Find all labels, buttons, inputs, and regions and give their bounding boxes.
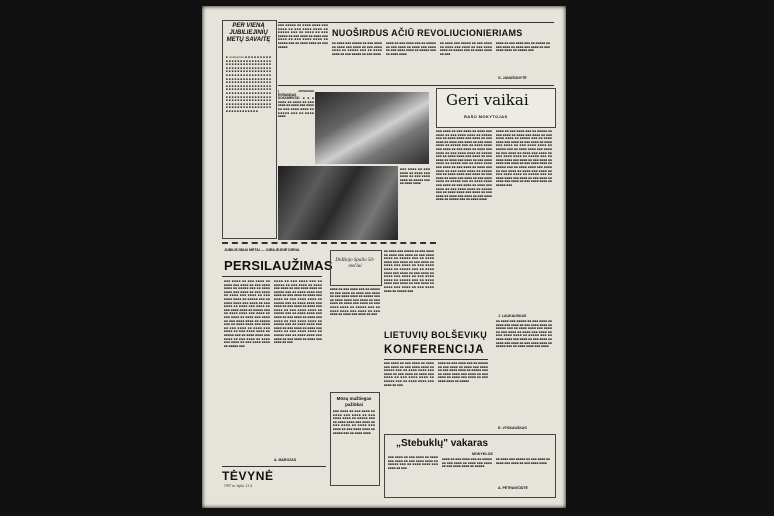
top-col-2: ■■ ■■■■ ■■■ ■■■■■ ■■ ■■■ ■■■■ ■■ ■■■■ ■■■ ■■■■ ■■ ■■■ ■■■■ ■■■■ ■■ ■■■■■ ■■■ ■■ ■■■■ ■■■■ ■■ ■■■ ■■■■■ ■■ ■■■ ■■■■ (332, 42, 382, 56)
konferencija-col-1: ■■■ ■■■■ ■■ ■■■ ■■■■ ■■ ■■■■ ■■■ ■■■■ ■■ ■■■ ■■■■ ■■■■ ■■ ■■■■■ ■■■ ■■ ■■■■ ■■■■ ■■■ ■■■■ ■■ ■■■ ■■■■ ■■ ■■■■ ■■■ ■■■■ ■■ ■■■ ■■■■ ■■■■ ■■ ■■■■■ ■■■ ■■ ■■■■ ■■■■ ■■■ ■■■■ ■■ ■■■ (384, 362, 434, 387)
photo-bottom (278, 166, 398, 240)
geri-vaikai-col-1: ■■■ ■■■■ ■■ ■■■ ■■■■ ■■ ■■■■ ■■■ ■■■■ ■■ ■■■ ■■■■ ■■■■ ■■ ■■■■■ ■■■ ■■ ■■■■ ■■■■ ■■■ ■■■■ ■■ ■■■ ■■■■ ■■ ■■■■ ■■■ ■■■■ ■■ ■■■ ■■■■ ■■■■ ■■ ■■■■■ ■■■ ■■ ■■■■ ■■■■ ■■■ ■■■■ ■■ ■■■ ■■■■ ■■ ■■■■ ■■■ ■■■■ ■■ ■■■ ■■■■ ■■■■ ■■ ■■■■■ ■■■ ■■ ■■■■ ■■■■ ■■■ ■■■■ ■■ ■■■ ■■■■ ■■ ■■■■ ■■■ ■■■■ ■■ ■■■ ■■■■ ■■■■ ■■ ■■■■■ ■■■ ■■ ■■■■ ■■■■ ■■■ ■■■■ ■■ ■■■ ■■■■ ■■ ■■■■ ■■■ ■■■■ ■■ ■■■ ■■■■ ■■■■ ■■ ■■■■■ ■■■ ■■ ■■■■ ■■■■ ■■■ ■■■■ ■■ ■■■ ■■■■ ■■ ■■■■ ■■■ ■■■■ ■■ ■■■ ■■■■ ■■■■ ■■ ■■■■■ ■■■ ■■ ■■■■ ■■■■ ■■■ ■■■■ ■■ ■■■ ■■■■ ■■ ■■■■ ■■■ ■■■■ ■■ ■■■ ■■■■ ■■■■ ■■ ■■■■■ ■■■ ■■ ■■■■ ■■■■ ■■■ ■■■■ ■■ ■■■ ■■■■ ■■ ■■■■ ■■■ ■■■■ ■■ ■■■ ■■■■ ■■■■ ■■ ■■■■■ ■■■ ■■ ■■■■ ■■■■ (436, 130, 492, 202)
stebukly-byline: MOKYKLOS (472, 452, 493, 456)
konferencija-title-1: LIETUVIŲ BOLŠEVIKŲ (384, 330, 488, 340)
top-col-4: ■■ ■■■■ ■■■ ■■■■■ ■■ ■■■ ■■■■ ■■ ■■■■ ■■■ ■■■■ ■■ ■■■ ■■■■ ■■■■ ■■ ■■■■■ ■■■ ■■ ■■■■ ■■■■ ■■ ■■■ (440, 42, 492, 56)
stebukly-signature: A. PETRAVIČIŪTĖ (498, 486, 528, 490)
footer-rule (222, 466, 326, 467)
konferencija-col-3: ■■ ■■■■ ■■■ ■■■■■ ■■ ■■■ ■■■■ ■■ ■■■■ ■■■ ■■■■ ■■ ■■■ ■■■■ ■■■■ ■■ ■■■■■ ■■■ ■■ ■■■■ ■■■■ ■■■ ■■■■ ■■ ■■■ ■■■■ ■■ ■■■■ ■■■ ■■■■ ■■ ■■■ ■■■■ ■■■■ ■■ ■■■■■ ■■■ ■■ ■■■■ ■■■■ ■■■ ■■■■ ■■ ■■■ ■■■■ ■■ ■■■■ ■■■ ■■■■ ■■ ■■■ ■■■■ ■■■■ ■■ ■■■■■ ■■■ ■■ ■■■■ ■■■■ ■■■ ■■■■ (496, 320, 552, 349)
dashed-separator (222, 242, 436, 244)
newspaper-page (202, 6, 566, 508)
top-col-3: ■■■■ ■■ ■■■ ■■■■ ■■■ ■■ ■■■■■ ■■ ■■■ ■■■■ ■■ ■■■■ ■■■ ■■■■ ■■ ■■■ ■■■■ ■■■■ ■■ ■■■■■ ■■■ ■■ ■■■■ ■■■■ (386, 42, 436, 56)
rule-under-top (278, 85, 554, 86)
masthead-name: TĖVYNĖ (222, 469, 274, 483)
jubilee-bar: JUBILIEJINIAI METAI — JUBILIEJINĖ DIENA (224, 248, 300, 252)
muzu-box-title: Mūsų mažtiegas pažiūkai (336, 396, 372, 407)
sidebar-title: PER VIENĄ JUBILIEJINIŲ METŲ SAVAITĘ (226, 23, 271, 43)
muzu-box-text: ■■■ ■■■■ ■■ ■■■ ■■■■ ■■ ■■■■ ■■■ ■■■■ ■■ ■■■ ■■■■ ■■■■ ■■ ■■■■■ ■■■ ■■ ■■■■ ■■■■ ■■■ ■■■■ ■■ ■■■ ■■■■ ■■ ■■■■ ■■■ ■■■■ ■■ ■■■ ■■■■ ■■■■ ■■ ■■■■■ ■■■ ■■ ■■■■ ■■■■ (333, 410, 375, 435)
geri-vaikai-byline: RAŠO MOKYTOJAS (464, 114, 508, 119)
middle-col-2-text: ■■ ■■■■ ■■■ ■■■■■ ■■ ■■■ ■■■■ ■■ ■■■■ ■■■ ■■■■ ■■ ■■■ ■■■■ ■■■■ ■■ ■■■■■ ■■■ ■■ ■■■■ ■■■■ ■■■ ■■■■ ■■ ■■■ ■■■■ ■■ ■■■■ ■■■ ■■■■ ■■ ■■■ ■■■■ ■■■■ ■■ ■■■■■ ■■■ ■■ ■■■■ ■■■■ ■■■ ■■■■ ■■ ■■■ ■■■■ ■■ ■■■■ ■■■ ■■■■ ■■ ■■■ ■■■■ ■■■■ ■■ ■■■■■ ■■■ ■■ ■■■■ ■■■■ ■■■ ■■■■ ■■ ■■■ ■■■■ ■■ ■■■■ ■■■ ■■■■ ■■ ■■■ ■■■■ ■■■■ ■■ ■■■■■ ■■■ (384, 250, 434, 293)
geri-vaikai-signature: J. LAUKAUSKAS (498, 314, 527, 318)
top-headline: NUOŠIRDUS AČIŪ REVOLIUCIONIERIAMS (332, 28, 523, 38)
persilauzimas-col-2: ■■■■ ■■ ■■■ ■■■■ ■■■ ■■ ■■■■■ ■■ ■■■ ■■■■ ■■ ■■■■ ■■■ ■■■■ ■■ ■■■ ■■■■ ■■■■ ■■ ■■■■■ ■■■ ■■ ■■■■ ■■■■ ■■■ ■■■■ ■■ ■■■ ■■■■ ■■ ■■■■ ■■■ ■■■■ ■■ ■■■ ■■■■ ■■■■ ■■ ■■■■■ ■■■ ■■ ■■■■ ■■■■ ■■■ ■■■■ ■■ ■■■ ■■■■ ■■ ■■■■ ■■■ ■■■■ ■■ ■■■ ■■■■ ■■■■ ■■ ■■■■■ ■■■ ■■ ■■■■ ■■■■ ■■■ ■■■■ ■■ ■■■ ■■■■ ■■ ■■■■ ■■■ ■■■■ ■■ ■■■ ■■■■ ■■■■ ■■ ■■■■■ ■■■ ■■ ■■■■ ■■■■ ■■■ ■■■■ ■■ ■■■ ■■■■ ■■ ■■■■ ■■■ ■■■■ ■■ ■■■ ■■■■ ■■■■ ■■ ■■■■■ ■■■ ■■ ■■■■ ■■■■ ■■■ ■■■■ ■■ ■■■ ■■■■ ■■ ■■■■ ■■■ ■■■■ ■■ ■■■ (274, 280, 322, 345)
top-signature: G. JANUŠONYTĖ (498, 76, 527, 80)
top-col-1: ■■■ ■■■■■ ■■ ■■■■ ■■■■ ■■■ ■■■■ ■■ ■■■ ■■■■ ■■■■ ■■ ■■■■■ ■■■ ■■ ■■■■ ■■ ■■■ ■■■■■ ■■ ■■■ ■■■■ ■■ ■■■■ ■■■ ■■■■ ■■ ■■■ ■■■■ ■■■■ ■■ ■■■■■ ■■■ ■■ ■■■■ ■■■■ ■■ ■■■ ■■■■■ (278, 24, 328, 49)
geri-vaikai-title: Geri vaikai (446, 91, 529, 109)
konferencija-col-2: ■■■■ ■■ ■■■ ■■■■ ■■■ ■■ ■■■■■ ■■ ■■■ ■■■■ ■■ ■■■■ ■■■ ■■■■ ■■ ■■■ ■■■■ ■■■■ ■■ ■■■■■ ■■■ ■■ ■■■■ ■■■■ ■■■ ■■■■ ■■ ■■■ ■■■■ ■■ ■■■■ ■■■ ■■■■ ■■ ■■■ ■■■■ ■■■■ ■■ ■■■■■ (438, 362, 488, 383)
quote-box-text: Didžiojo Spalio 50-mečiui (335, 258, 375, 269)
sidebar-body: ■ Antikapinės ■ ■ ■ ■ ■ ■ ■ ■ ■ ■ ■ ■ ■ ■ ■ ■ ■ ■ ■ ■ ■ ■ ■ ■ ■ ■ ■ ■ ■ ■ ■ ■ ■ ■ ■ ■ ■ ■ ■ ■ ■ ■ ■ ■ ■ ■ ■ ■ ■ ■ ■ ■ ■ ■ ■ ■ ■ ■ ■ ■ ■ ■ ■ ■ ■ ■ ■ ■ ■ ■ ■ ■ ■ ■ ■ ■ ■ ■ ■ ■ ■ ■ ■ ■ ■ ■ ■ ■ ■ ■ ■ ■ ■ ■ ■ ■ ■ ■ ■ ■ ■ ■ ■ ■ ■ ■ ■ ■ ■ ■ ■ ■ ■ ■ ■ ■ ■ ■ ■ ■ ■ ■ ■ ■ ■ ■ ■ ■ ■ ■ ■ ■ ■ ■ ■ ■ ■ ■ ■ ■ ■ ■ ■ ■ ■ ■ ■ ■ ■ ■ ■ ■ ■ ■ ■ ■ ■ ■ ■ ■ ■ ■ ■ ■ ■ ■ ■ ■ ■ ■ ■ ■ ■ ■ ■ ■ ■ ■ ■ ■ ■ ■ ■ ■ ■ ■ ■ ■ ■ ■ ■ ■ ■ ■ ■ ■ ■ ■ ■ ■ ■ ■ ■ ■ ■ ■ ■ ■ ■ ■ ■ ■ ■ ■ ■ ■ ■ ■ ■ ■ ■ ■ ■ ■ ■ ■ ■ ■ ■ ■ ■ ■ ■ ■ ■ ■ ■ ■ ■ ■ ■ ■ ■ ■ ■ (226, 56, 271, 113)
stebukly-col-1: ■■■ ■■■■ ■■ ■■■ ■■■■ ■■ ■■■■ ■■■ ■■■■ ■■ ■■■ ■■■■ ■■■■ ■■ ■■■■■ ■■■ ■■ ■■■■ ■■■■ ■■■ ■■■■ ■■ ■■■ (388, 456, 438, 470)
persilauzimas-signature: A. MAROZAS (274, 458, 297, 462)
masthead-subline: 1967 m. lapkr. 21 d. (224, 484, 253, 488)
persilauzimas-rule (222, 276, 322, 277)
photo-caption-left: Į ZENONAS EGRANDAS DOKUMENTAI ■■■ ■■■■ ■■ ■■■■ ■■ ■■■ ■■■■ ■■ ■■■■ ■■■ ■■■■ ■■ ■■■ ■■■■ ■■■■ ■■ ■■■■■ ■■■ ■■ ■■■■ ■■■■ (278, 90, 314, 119)
konferencija-rule (384, 359, 488, 360)
persilauzimas-col-1: ■■■ ■■■■ ■■ ■■■ ■■■■ ■■ ■■■■ ■■■ ■■■■ ■■ ■■■ ■■■■ ■■■■ ■■ ■■■■■ ■■■ ■■ ■■■■ ■■■■ ■■■ ■■■■ ■■ ■■■ ■■■■ ■■ ■■■■ ■■■ ■■■■ ■■ ■■■ ■■■■ ■■■■ ■■ ■■■■■ ■■■ ■■ ■■■■ ■■■■ ■■■ ■■■■ ■■ ■■■ ■■■■ ■■ ■■■■ ■■■ ■■■■ ■■ ■■■ ■■■■ ■■■■ ■■ ■■■■■ ■■■ ■■ ■■■■ ■■■■ ■■■ ■■■■ ■■ ■■■ ■■■■ ■■ ■■■■ ■■■ ■■■■ ■■ ■■■ ■■■■ ■■■■ ■■ ■■■■■ ■■■ ■■ ■■■■ ■■■■ ■■■ ■■■■ ■■ ■■■ ■■■■ ■■ ■■■■ ■■■ ■■■■ ■■ ■■■ ■■■■ ■■■■ ■■ ■■■■■ ■■■ ■■ ■■■■ ■■■■ ■■■ ■■■■ ■■ ■■■ ■■■■ ■■ ■■■■ ■■■ ■■■■ ■■ ■■■ ■■■■ ■■■■ ■■ ■■■■■ ■■■ (224, 280, 270, 348)
konferencija-signature: K. VYSKAUSKAS (498, 426, 527, 430)
photo-caption-right: ■■■ ■■■■ ■■ ■■■ ■■■■ ■■ ■■■■ ■■■ ■■■■ ■■ ■■■ ■■■■ ■■■■ ■■ ■■■■■ ■■■ ■■ ■■■■ ■■■■ (400, 168, 430, 186)
middle-col-text: ■■■■ ■■ ■■■ ■■■■ ■■■ ■■ ■■■■■ ■■ ■■■ ■■■■ ■■ ■■■■ ■■■ ■■■■ ■■ ■■■ ■■■■ ■■■■ ■■ ■■■■■ ■■■ ■■ ■■■■ ■■■■ ■■■ ■■■■ ■■ ■■■ ■■■■ ■■ ■■■■ ■■■ ■■■■ ■■ ■■■ ■■■■ ■■■■ ■■ ■■■■■ ■■■ ■■ ■■■■ ■■■■ ■■■ ■■■■ ■■ ■■■ ■■■■ ■■ ■■■■ ■■■ ■■■■ ■■ ■■■ (330, 288, 380, 317)
top-rule (278, 22, 554, 23)
konferencija-title-2: KONFERENCIJA (384, 344, 485, 356)
stebukly-title: „Stebuklų" vakaras (396, 438, 489, 449)
persilauzimas-title: PERSILAUŽIMAS (224, 258, 333, 273)
top-col-5: ■■■■ ■■ ■■■ ■■■■ ■■■ ■■ ■■■■■ ■■ ■■■ ■■■■ ■■ ■■■■ ■■■ ■■■■ ■■ ■■■ ■■■■ ■■■■ ■■ ■■■■■ ■■■ (496, 42, 550, 53)
stebukly-col-3: ■■ ■■■■ ■■■ ■■■■■ ■■ ■■■ ■■■■ ■■ ■■■■ ■■■ ■■■■ ■■ ■■■ ■■■■ ■■■■ (496, 458, 550, 465)
stebukly-col-2: ■■■■ ■■ ■■■ ■■■■ ■■■ ■■ ■■■■■ ■■ ■■■ ■■■■ ■■ ■■■■ ■■■ ■■■■ ■■ ■■■ ■■■■ ■■■■ ■■ ■■■■■ (442, 458, 492, 469)
geri-vaikai-col-2: ■■■■ ■■ ■■■ ■■■■ ■■■ ■■ ■■■■■ ■■ ■■■ ■■■■ ■■ ■■■■ ■■■ ■■■■ ■■ ■■■ ■■■■ ■■■■ ■■ ■■■■■ ■■■ ■■ ■■■■ ■■■■ ■■■ ■■■■ ■■ ■■■ ■■■■ ■■ ■■■■ ■■■ ■■■■ ■■ ■■■ ■■■■ ■■■■ ■■ ■■■■■ ■■■ ■■ ■■■■ ■■■■ ■■■ ■■■■ ■■ ■■■ ■■■■ ■■ ■■■■ ■■■ ■■■■ ■■ ■■■ ■■■■ ■■■■ ■■ ■■■■■ ■■■ ■■ ■■■■ ■■■■ ■■■ ■■■■ ■■ ■■■ ■■■■ ■■ ■■■■ ■■■ ■■■■ ■■ ■■■ ■■■■ ■■■■ ■■ ■■■■■ ■■■ ■■ ■■■■ ■■■■ ■■■ ■■■■ ■■ ■■■ ■■■■ ■■ ■■■■ ■■■ ■■■■ ■■ ■■■ ■■■■ ■■■■ ■■ ■■■■■ ■■■ ■■ ■■■■ ■■■■ ■■■ ■■■■ ■■ ■■■ ■■■■ ■■ ■■■■ ■■■ ■■■■ ■■ ■■■ ■■■■ ■■■■ ■■ ■■■■■ ■■■ (496, 130, 552, 187)
photo-top (315, 92, 429, 164)
